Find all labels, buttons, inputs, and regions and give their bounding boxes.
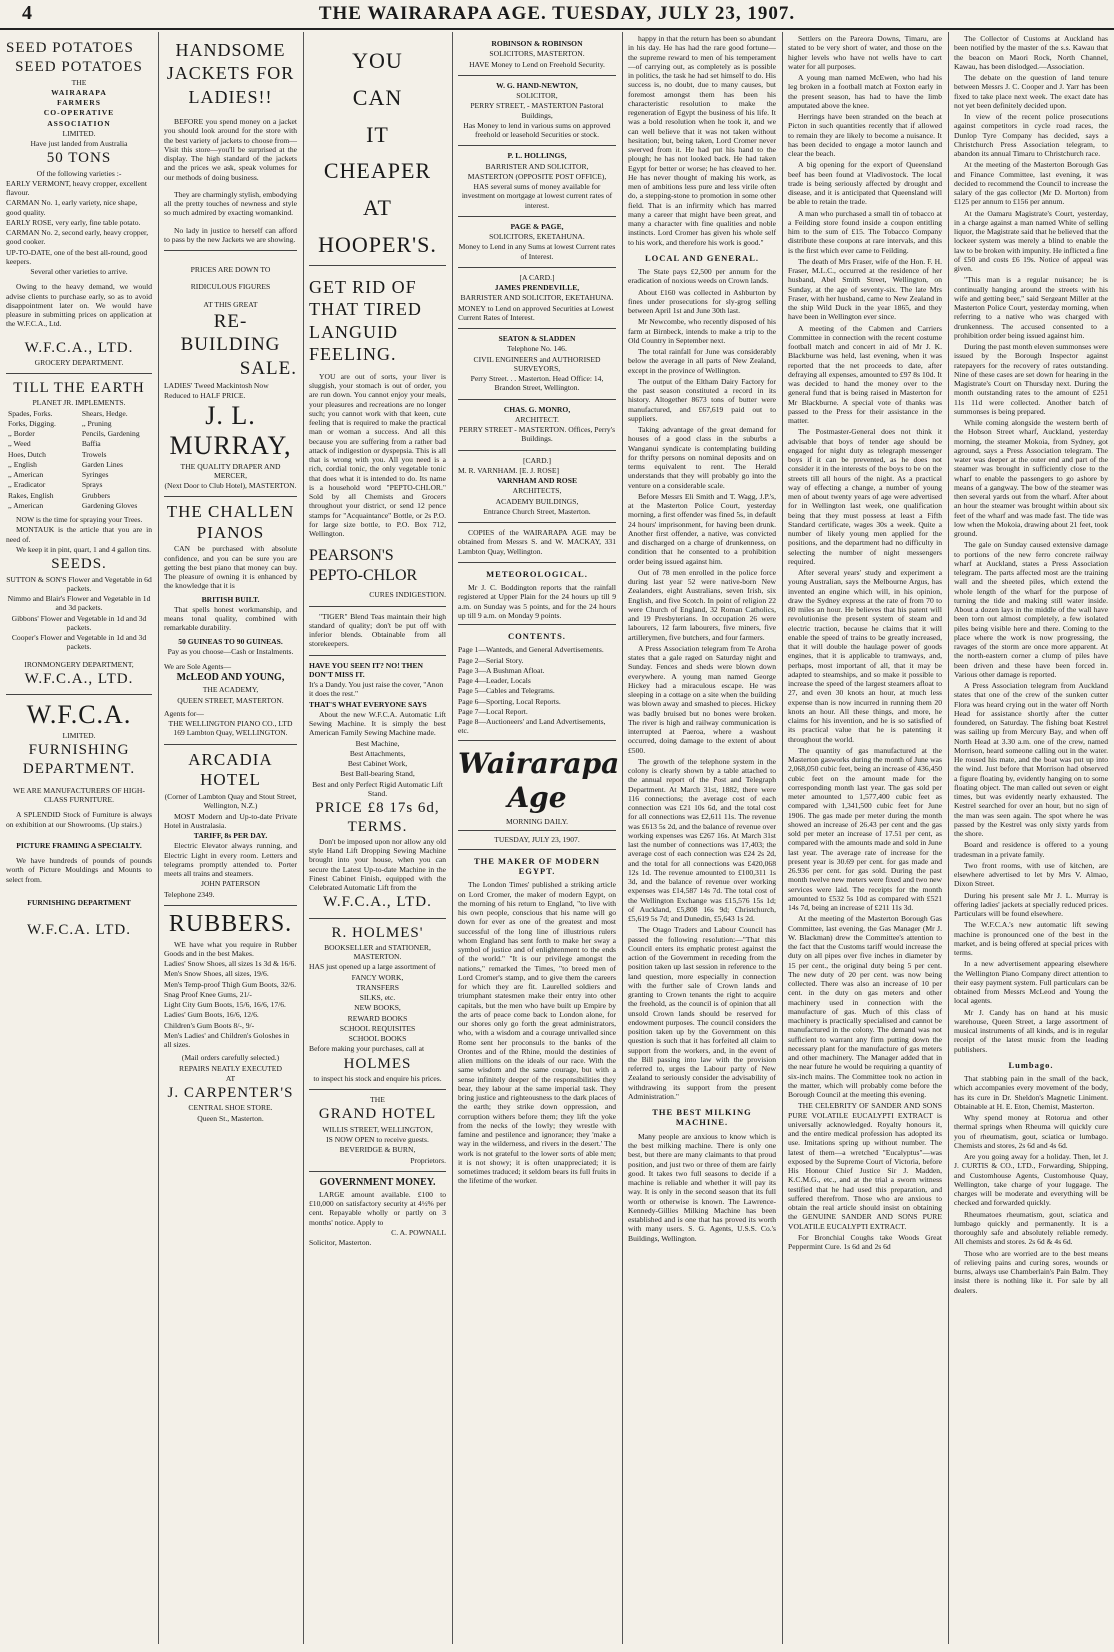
ad-text: EARLY ROSE, very early, fine table potato. bbox=[6, 217, 141, 227]
ad-text: Cooper's Flower and Vegetable in 1d and 3d packets. bbox=[11, 633, 147, 652]
sewing-machine-ad bbox=[309, 656, 446, 919]
ad-text: PERRY STREET - MASTERTON. Offices, Perry's Buildings. bbox=[458, 425, 616, 444]
morning-daily: MORNING DAILY. bbox=[506, 817, 568, 827]
ad-text: A SPLENDID Stock of Furniture is always on exhibition at our Showrooms. (Up stairs.) bbox=[6, 810, 152, 829]
ad-text: IS NOW OPEN to receive guests. bbox=[326, 1135, 429, 1144]
page-number: 4 bbox=[22, 2, 32, 24]
ad-text: SOLICITOR, bbox=[516, 91, 558, 100]
wfca-implements-ad bbox=[6, 374, 152, 695]
ad-text: M. R. VARNHAM. [E. J. ROSE] bbox=[458, 465, 559, 475]
copies-notice bbox=[458, 523, 616, 563]
ad-text: THE bbox=[370, 1095, 385, 1105]
ad-heading: SALE. bbox=[239, 358, 297, 380]
news-item: The quantity of gas manufactured at the Masterton gasworks during the month of June was 2,068,050 cubic feet, being an increase of 436,450 cubic feet on the amount made for the corresponding month last year. The gas sold per meter amounted to 1,577,400 cubic feet as compared with 1,341,500 cubic feet for June 1906. The gas made per meter during the month showed an increase of 26.43 per cent and the gas sold per meter an increase of 17.51 per cent, as compared with the amounts made and sold in June last year. The average rate of increase for the present year is 30.69 per cent. for gas made and 26.936 per cent. for gas sold. During the past month twelve new meters were fixed and two new services were laid. The receipts for the month amounted to £532 5s 10d as compared with £521 14s 7d, being an increase of £211 11s 3d. bbox=[788, 745, 942, 912]
ad-heading: W.F.C.A., LTD. bbox=[24, 670, 134, 687]
ad-text: Telephone No. 146. bbox=[507, 344, 567, 354]
ad-text: WAIRARAPA bbox=[51, 87, 107, 97]
best-item: Best Cabinet Work, bbox=[347, 759, 408, 769]
news-item: In a new advertisement appearing elsewhere the Wellington Piano Company direct attention to their easy payment system. Full particulars can be obtained from Messrs McLeod and Young the local agents. bbox=[954, 959, 1108, 1006]
ad-text: LIMITED. bbox=[62, 128, 96, 138]
ad-heading: GOVERNMENT MONEY. bbox=[319, 1176, 436, 1188]
tool-item: Grubbers bbox=[81, 490, 111, 500]
news-item: A young man named McEwen, who had his leg broken in a football match at Foxton early in the present season, has had to have the limb amputated above the knee. bbox=[788, 73, 942, 110]
rubber-item: Men's Temp-proof Thigh Gum Boots, 32/6. bbox=[164, 979, 296, 989]
hollings-card bbox=[458, 146, 616, 217]
rubber-item: Men's Snow Shoes, all sizes, 19/6. bbox=[164, 969, 269, 979]
leader-text: The London Times' published a striking article on Lord Cromer, the maker of modern Egypt, on the morning of his return to England, "to live with his own people, conscious that his name will go down for ever as one of the greatest and most successful of the long line of illustrious rulers whom England has sent forth to make her sway a symbol of justice and of enlightenment to the ends of the world." "It is our privilege amongst the nations," remarked the Times, "to breed men of Lord Cromer's stamp, and to give them the careers for which they are fit. Laurelled soldiers and triumphant statesmen make their entry into other capitals, but the men who have built up Empire by the arts of peace come back to London alone, for our shores only go forth the great administrators, who, with a wisdom and a courage unrivalled since Rome sent her proconsuls to the banks of the Orontes and of the Rhine, mould the destinies of alien millions on the ideals of our race. With the same wisdom and the same courage, but with a sense infinitely deeper of the responsibilities they bear, they labour at the same imperial task. They bring justice and righteousness to the dark places of the earth; they strike down oppression, and corruption withers before them; they lift the yoke from the necks of the lowly; they wrestle with famine and pestilence and ignorance; they 'make a way in the wilderness, and rivers in the desert.' The work is not grateful to the lower sorts of able men; it is not showy; it is often unappreciated; it is sometimes traduced; it seldom bears its full fruits in the lifetime of the worker. bbox=[458, 880, 616, 1186]
tool-item: ,, American bbox=[8, 470, 44, 480]
arcadia-hotel-ad bbox=[164, 745, 297, 906]
news-item: The growth of the telephone system in the colony is clearly shown by a table attached to the annual report of the Post and Telegraph Department. At March 31st, 1882, there were 116 connections; the average cost of each connection was £21 10s 6d, and the total cost for all connections was £2,611 11s. The revenue was £613 5s 2d, and the balance of revenue over working expenses was £267 16s. At March 31st last the number of connections was 17,403; the average cost of each connection was £24 2s 2d, and the total for all connections was £420,068 12s 1d. The revenue amounted to £100,311 1s 3d, and the balance of revenue over working expenses was £14,587 14s 7d. The total cost of the Wellington Exchange was £15,576 15s 1d; of Auckland, £5,808 16s 9d; Christchurch, £5,619 5s 7d; and Dunedin, £5,643 1s 2d. bbox=[628, 756, 776, 924]
you-can-word: CAN bbox=[352, 84, 403, 110]
news-item: About £160 was collected in Ashburton by fines under prosecutions for sly-grog selling between April 1st and June 30th last. bbox=[628, 287, 776, 316]
section-heading: CONTENTS. bbox=[508, 631, 566, 642]
contents-item: Page 8—Auctioneers' and Land Advertisements, etc. bbox=[458, 717, 606, 736]
rubber-item: Ladies' Gum Boots, 16/6, 12/6. bbox=[164, 1010, 259, 1020]
pepto-chlor-ad bbox=[309, 266, 446, 607]
news-item: A Press Association telegram from Auckland states that one of the crew of the sunken cutter Flora was heard crying out in the water off North Head for assistance shortly after the cutter foundered, on Saturday. The fishing boat Kestrel was sailing up from Mercury Bay, and when off North Head at 3.30 a.m. one of the crew, named Morrison, heard someone calling out in the water. He roused his mate, and the boat was put up into the wind. Just before that Morrison had observed a figure floating by, evidently hanging on to some floating object. The man called out seven or eight times, but was evidently nearly exhausted. The Kestrel searched for over an hour, but no sign of the man was seen again. The spot where he was passed by the Kestrel was only sixty yards from the shore. bbox=[954, 681, 1108, 838]
ad-text: [A CARD.] bbox=[519, 272, 555, 282]
tool-item: Trowels bbox=[81, 449, 107, 459]
ad-text: YOU are out of sorts, your liver is sluggish, your stomach is out of order, you are run down. You cannot enjoy your meals, your pleasures and recreations are no longer such; you cannot work with that keen, cute feeling that is required to make the practical man or woman a success. And all this because you are suffering from a rather bad attack of indigestion or dyspepsia. This is all that is wrong with you. All you need is a rich, cordial tonic, the only vegetable tonic that does what it is intended to do. Its name is a household word "PEPTO-CHLOR." Sold by all Chemists and Grocers throughout your district, or send 12 pence stamps for "Acquaintance" Bottle, or 2s P.O. for large size bottle, to P.O. Box 712, Wellington. bbox=[309, 371, 446, 539]
jackets-ad bbox=[164, 34, 297, 251]
ad-text: WE ARE MANUFACTURERS OF HIGH-CLASS FURNITURE. bbox=[13, 785, 145, 805]
ad-heading: W.F.C.A. LTD. bbox=[26, 922, 132, 939]
holmes-item: SCHOOL REQUISITES bbox=[339, 1023, 416, 1033]
ad-heading: ROBINSON & ROBINSON bbox=[491, 39, 583, 48]
tools-left bbox=[8, 409, 76, 512]
hoopers-ad bbox=[309, 34, 446, 266]
ad-heading: SEED POTATOES bbox=[15, 59, 143, 76]
ad-heading: THE CHALLEN PIANOS bbox=[166, 502, 295, 542]
ad-text: THE WELLINGTON PIANO CO., LTD 169 Lambton Quay, WELLINGTON. bbox=[168, 719, 293, 738]
tool-item: Garden Lines bbox=[81, 459, 123, 469]
ad-text: Telephone 2349. bbox=[164, 889, 215, 899]
news-item: During the past month eleven summonses were issued by the Borough Inspector against ratepayers for the recovery of rates outstanding. Nine of these cases are set down for hearing in the Magistrate's Court on Thursday next. During the month outstanding rates to the amount of £251 11s 11d were collected. Another batch of summonses is being prepared. bbox=[954, 342, 1108, 416]
ad-heading: CHAS. G. MONRO, bbox=[503, 404, 571, 414]
column-6 bbox=[782, 34, 948, 1642]
news-item: Rheumatoes rheumatism, gout, sciatica and lumbago quickly and permanently. It is a thoroughly safe and absolutely reliable remedy. All chemists and stores. 2s 6d & 4s 6d. bbox=[954, 1209, 1108, 1247]
varnham-card bbox=[458, 451, 616, 524]
ad-text: QUEEN STREET, MASTERTON. bbox=[177, 695, 284, 705]
ad-text: WILLIS STREET, WELLINGTON, bbox=[322, 1124, 433, 1134]
contents-item: Page 3—A Bushman Afloat. bbox=[458, 665, 545, 675]
news-item: Out of 78 men enrolled in the police force during last year 52 were native-born New Zealanders, eight Australians, seven Irish, six English, and five Scotch. In point of religion 22 were Church of England, 32 Roman Catholics, and 19 Presbyterians. In occupation 26 were labourers, 12 farm labourers, five miners, five artillerymen, five butchers, and four farmers. bbox=[628, 567, 776, 642]
news-item: After several years' study and experiment a young Australian, says the Melbourne Argus, has invented an engine which will, in his opinion, draw the Sydney express at the rate of from 70 to 80 miles an hour. He believes that his patent will revolutionise the present system of steam and electric traction, because he claims that it will enable the speed of trains to be greatly increased, that it will double the haulage power of goods engines, that it is applicable to tramways, and, perhaps, most important of all, that it may be adapted to steamships, and so make it possible to increase the speed of the largest steamers afloat to 27, and even 30 knots an hour, at much less expense than is now incurred in running them 20 knots an hour. All these things, and more, he claims for his invention, and he is so satisfied of its practical value that he is patenting it throughout the world. bbox=[788, 568, 942, 744]
ad-text: CIVIL ENGINEERS and AUTHORISED SURVEYORS, bbox=[473, 354, 601, 373]
meteorological-section bbox=[458, 569, 616, 620]
ad-text: PERRY STREET, - MASTERTON Pastoral Buildings, bbox=[470, 101, 604, 120]
ad-text: CURES INDIGESTION. bbox=[369, 590, 446, 600]
seaton-card bbox=[458, 329, 616, 400]
ad-text: LADIES' Tweed Mackintosh Now Reduced to HALF PRICE. bbox=[164, 381, 269, 400]
column-4 bbox=[452, 34, 622, 1642]
news-item: At the Oamaru Magistrate's Court, yesterday, in a charge against a man named White of selling liquor, the Magistrate said that he believed that the lockeer system was merely a blind to enable the law to be broken with impunity. He inflicted a fine of £50 and costs £6 19s. Notice of appeal was given. bbox=[954, 208, 1108, 273]
ad-heading: P. L. HOLLINGS, bbox=[507, 151, 567, 161]
ad-text: That spells honest workmanship, and means tonal quality, combined with remarkable durability. bbox=[164, 604, 297, 633]
ad-text: THE bbox=[71, 77, 87, 87]
rubber-item: Snag Proof Knee Gums, 21/- bbox=[164, 989, 252, 999]
newspaper-title: THE WAIRARAPA AGE. TUESDAY, JULY 23, 1907. bbox=[318, 3, 796, 24]
ad-text: Of the following varieties :- bbox=[36, 168, 122, 178]
news-item: The total rainfall for June was considerably below the average in all parts of New Zealand, except in the province of Wellington. bbox=[628, 347, 776, 375]
ad-text: Entrance Church Street, Masterton. bbox=[483, 506, 591, 516]
ad-heading: HANDSOME JACKETS FOR LADIES!! bbox=[166, 40, 295, 107]
tool-item: Baffia bbox=[81, 439, 101, 449]
ad-text: PRICES ARE DOWN TO bbox=[190, 265, 271, 275]
ad-text: COPIES of the WAIRARAPA AGE may be obtained from Messrs S. and W. MACKAY, 331 Lambton Quay, Wellington. bbox=[458, 528, 616, 556]
ad-text: Agents for— bbox=[164, 708, 204, 718]
ad-text: MONTAUK is the article that you are in need of. bbox=[6, 525, 152, 544]
ad-text: Owing to the heavy demand, we would advise clients to purchase early, so as to avoid disappointment later on. We would have pleasure in submitting prices on application at the W.F.C.A., Ltd. bbox=[6, 282, 152, 329]
news-item: Are you going away for a holiday. Then, let J. J. CURTIS & CO., LTD., Forwarding, Shipping, and Customhouse Agents, Customhouse Quay, Wellington, take charge of your luggage. The charges will be moderate and everything will be checked and forwarded quickly. bbox=[954, 1152, 1108, 1208]
ad-heading: W.F.C.A. bbox=[26, 700, 132, 730]
ad-text: BARRISTER AND SOLICITOR, EKETAHUNA. bbox=[460, 293, 614, 303]
tool-item: Sprays bbox=[81, 480, 103, 490]
news-item: Mr Newcombe, who recently disposed of his farm at Birnbeck, intends to make a trip to the Old Country in September next. bbox=[628, 317, 776, 345]
holmes-item: NEW BOOKS, bbox=[354, 1003, 401, 1013]
ad-text: Solicitor, Masterton. bbox=[309, 1238, 372, 1248]
ad-text: HAVE Money to Lend on Freehold Security. bbox=[469, 59, 605, 69]
contents-section bbox=[458, 631, 616, 736]
column-7 bbox=[948, 34, 1114, 1642]
ad-text: TARIFF, 8s PER DAY. bbox=[193, 831, 268, 841]
ad-text: SUTTON & SON'S Flower and Vegetable in 6d packets. bbox=[6, 574, 152, 593]
ad-text: PICTURE FRAMING A SPECIALTY. bbox=[16, 840, 142, 850]
ad-text: FARMERS bbox=[57, 98, 101, 108]
robinson-card bbox=[458, 34, 616, 76]
wfca-furnishing-ad bbox=[6, 695, 152, 945]
ad-heading: HOOPER'S. bbox=[318, 232, 437, 258]
ad-heading: RE-BUILDING bbox=[180, 310, 281, 356]
tiger-tea-ad bbox=[309, 607, 446, 656]
you-can-word: YOU bbox=[352, 48, 403, 73]
news-item: Two front rooms, with use of kitchen, are elsewhere advertised to let by Mrs V. Almao, Dixon Street. bbox=[954, 860, 1108, 889]
tool-item: Spades, Forks. bbox=[8, 408, 53, 418]
ad-text: About the new W.F.C.A. Automatic Lift Sewing Machine. It is simply the best American Family Sewing Machine made. bbox=[309, 709, 446, 738]
news-item: Why spend money at Rotorua and other thermal springs when Rheuma will quickly cure you of rheumatism, gout, sciatica or lumbago. Chemists and stores, 2s 6d and 4s 6d. bbox=[954, 1113, 1108, 1150]
ad-text: We have hundreds of pounds of pounds worth of Picture Mouldings and Mounts to select from. bbox=[6, 856, 152, 884]
ad-text: NOW is the time for spraying your Trees. bbox=[16, 515, 143, 525]
ad-text: JOHN PATERSON bbox=[200, 879, 260, 889]
section-heading: METEOROLOGICAL. bbox=[486, 568, 588, 579]
page-card bbox=[458, 217, 616, 268]
ad-text: Have just landed from Australia bbox=[30, 139, 128, 149]
news-item: The Otago Traders and Labour Council has passed the following resolution:—"That this Council enters its emphatic protest against the action of the Government in receding from the position taken up last session in reference to the land question, more especially in connection with the further sale of Crown lands and granting to Crown tenants the right to acquire the freehold, as the council is of opinion that all unsold Crown lands should be reserved for endowment purposes. The council considers the position taken up by the Government on this question is such that it has forfeited all claim to support from the workers, and, in the event of the Bill passing into law with the provision referred to, urges the Labour party of New Zealand to seriously consider the advisability of withdrawing its support from the present Administration." bbox=[628, 925, 776, 1101]
ad-text: Queen St., Masterton. bbox=[197, 1113, 264, 1123]
news-item: Those who are worried are to the best means of relieving pains and curing sores, wounds or burns, always use Chamberlain's Pain Balm. They insist there is nothing like it. For sale by all dealers. bbox=[954, 1248, 1108, 1295]
ad-heading: PEARSON'S PEPTO-CHLOR bbox=[309, 547, 418, 585]
rubber-list bbox=[164, 959, 297, 1049]
ad-text: Pay as you choose—Cash or Instalments. bbox=[167, 646, 294, 656]
ad-text: WE have what you require in Rubber Goods and in the best Makes. bbox=[164, 939, 297, 958]
ad-text: HAS several sums of money available for investment on mortgage at lowest current rates of interest. bbox=[461, 182, 613, 210]
news-item: Settlers on the Pareora Downs, Timaru, are stated to be very short of water, and those on the higher levels who have not wells have to cart water for all purposes. bbox=[788, 34, 942, 71]
ad-text: LARGE amount available. £100 to £10,000 on satisfactory security at 4½% per cent. Repayable wholly or partly on 3 months' notice. Apply to bbox=[309, 1189, 446, 1227]
ad-text: BRITISH BUILT. bbox=[201, 594, 260, 604]
ad-text: McLEOD AND YOUNG, bbox=[176, 672, 285, 684]
ad-text: SOLICITORS, EKETAHUNA. bbox=[489, 232, 585, 241]
ad-heading: RUBBERS. bbox=[168, 910, 293, 937]
tool-item: ,, Weed bbox=[8, 439, 31, 449]
nameplate: Wairarapa Age bbox=[458, 746, 620, 814]
ad-heading: FURNISHING DEPARTMENT. bbox=[22, 742, 136, 777]
news-item: Mr J. Candy has on hand at his music warehouse, Queen Street, a large assortment of musical instruments of all kinds, and is in regular receipt of the latest music from the leading publishers. bbox=[954, 1007, 1108, 1054]
ad-text: HAS just opened up a large assortment of bbox=[309, 962, 436, 972]
you-can-word: AT bbox=[363, 195, 392, 221]
ad-heading: R. HOLMES' bbox=[331, 924, 424, 941]
ad-text: CAN be purchased with absolute confidence, and you can be sure you are getting the best piano that money can buy. The pleasure of owning it is enhanced by the knowledge that it is bbox=[164, 544, 297, 591]
ad-text: THAT'S WHAT EVERYONE SAYS bbox=[309, 699, 427, 709]
ad-text: BOOKSELLER and STATIONER, MASTERTON. bbox=[324, 942, 431, 962]
you-can-word: IT bbox=[366, 121, 389, 147]
ad-text: FURNISHING DEPARTMENT bbox=[27, 897, 131, 907]
ad-text: ASSOCIATION bbox=[47, 118, 111, 128]
rubber-item: Children's Gum Boots 8/-, 9/- bbox=[164, 1020, 255, 1030]
news-item: Many people are anxious to know which is the best milking machine. There is only one best, but there are many claimants to that proud position, and just two or three of them are fairly good. It takes two full seasons to decide if a machine is reliable and whether it will pay its way. It is only in the second season that its full worth or otherwise is known. The Lawrence-Kennedy-Gillies Milking Machine has been established and is one that has proved its worth with many users. S. G. Agents, U.S.S. Co.'s Buildings, Wellington. bbox=[628, 1131, 776, 1243]
section-heading: LOCAL AND GENERAL. bbox=[644, 252, 760, 263]
issue-date: TUESDAY, JULY 23, 1907. bbox=[494, 835, 580, 845]
ad-text: REPAIRS NEATLY EXECUTED bbox=[179, 1063, 282, 1073]
news-item: THE CELEBRITY OF SANDER AND SONS PURE VOLATILE EUCALYPTI EXTRACT is universally acknowledged. Royalty honours it, and the entire medical profession has adopted its use. Imitations spring up without number. The latest of them—a wretched "Eucalyptus"—was exposed by the Supreme Court of Victoria, before His Honour Chief Justice Sir J. Madden, K.C.M.G., etc., and at the trial a sworn witness testified that he had used this preparation, and suffered therefrom. Those who are anxious to obtain the real article should insist on obtaining the GENUINE SANDER AND SONS PURE VOLATILE EUCALYPTI EXTRACT. bbox=[788, 1101, 942, 1231]
ad-text: MONEY to Lend on approved Securities at Lowest Current Rates of Interest. bbox=[458, 303, 614, 322]
best-item: Best Ball-bearing Stand, bbox=[340, 769, 415, 779]
rubber-item: Men's Ladies' and Children's Goloshes in all sizes. bbox=[164, 1030, 290, 1049]
ad-text: to inspect his stock and enquire his prices. bbox=[313, 1073, 442, 1083]
ad-text: ACADEMY BUILDINGS, bbox=[495, 496, 579, 506]
column-3 bbox=[303, 34, 452, 1642]
column-1 bbox=[0, 34, 158, 1642]
ad-text: We keep it in pint, quart, 1 and 4 gallon tins. bbox=[16, 544, 151, 554]
ad-heading: SEED POTATOES bbox=[6, 40, 134, 56]
best-item: Best Machine, bbox=[355, 738, 400, 748]
ad-text: CO-OPERATIVE bbox=[43, 108, 115, 118]
section-heading: THE BEST MILKING MACHINE. bbox=[652, 1107, 752, 1128]
holmes-item: SILKS, etc. bbox=[359, 993, 396, 1003]
contents-item: Page 6—Sporting, Local Reports. bbox=[458, 696, 561, 706]
ad-text: Nimmo and Blair's Flower and Vegetable in 1d and 3d packets. bbox=[7, 594, 151, 613]
ad-heading: TILL THE EARTH bbox=[13, 380, 145, 397]
ad-heading: W.F.C.A., LTD. bbox=[24, 339, 134, 356]
ad-text: BEVERIDGE & BURN, bbox=[339, 1145, 416, 1155]
ad-text: "TIGER" Blend Teas maintain their high standard of quality; don't be put off with inferior blends. Obtainable from all storekeepers. bbox=[309, 611, 446, 649]
ad-text: No lady in justice to herself can afford to pass by the new Jackets we are showing. bbox=[164, 225, 297, 244]
ad-text: LIMITED. bbox=[62, 730, 96, 740]
tool-item: Syringes bbox=[81, 470, 109, 480]
ad-text: GROCERY DEPARTMENT. bbox=[34, 357, 124, 367]
news-item: For Bronchial Coughs take Woods Great Peppermint Cure. 1s 6d and 2s 6d bbox=[788, 1232, 942, 1251]
ad-heading: GET RID OF THAT TIRED LANGUID FEELING. bbox=[309, 276, 422, 365]
ad-text: THE QUALITY DRAPER AND MERCER, bbox=[180, 461, 281, 480]
ad-heading: J. L. MURRAY, bbox=[169, 400, 292, 460]
news-item: That stabbing pain in the small of the back, which accompanies every movement of the body, has its cure in Dr. Sheldon's Magnetic Liniment. Obtainable at H. E. Eton, Chemist, Masterton. bbox=[954, 1074, 1108, 1111]
ad-heading: SEEDS. bbox=[51, 556, 107, 573]
ad-text: BARRISTER AND SOLICITOR, bbox=[485, 161, 589, 171]
ad-text: Perry Street. . . Masterton. Head Office: 14, Brandon Street, Wellington. bbox=[470, 374, 604, 393]
ad-text: [CARD.] bbox=[522, 455, 552, 465]
tool-item: Shears, Hedge. bbox=[81, 408, 128, 418]
ad-heading: PRICE £8 17s 6d, TERMS. bbox=[315, 800, 440, 835]
contents-item: Page 4—Leader, Locals bbox=[458, 676, 531, 686]
ad-text: RIDICULOUS FIGURES bbox=[190, 282, 271, 292]
news-item: The Postmaster-General does not think it advisable that boys of tender age should be engaged for night duty as telegraph messenger boys if it can be prevented, as he does not consider it in the interests of the boys to be on the streets till all hours of the night. As a practical way of effecting a change, a number of young men of about twenty years of age were advertised for in Wellington last week, one qualification being that they must possess at least a Fifth Standard certificate, wages 30s a week. Quite a number of likely young men applied for the positions, and the department had no difficulty in selecting the number of night messengers required. bbox=[788, 427, 942, 566]
ad-text: IRONMONGERY DEPARTMENT, bbox=[24, 659, 134, 669]
you-can-word: CHEAPER bbox=[323, 158, 432, 184]
holmes-item: FANCY WORK, bbox=[351, 972, 404, 982]
tools-right bbox=[82, 409, 150, 512]
ad-text: SOLICITORS, MASTERTON. bbox=[489, 49, 585, 59]
ad-text: Several other varieties to arrive. bbox=[30, 267, 128, 277]
holmes-item: SCHOOL BOOKS bbox=[348, 1034, 407, 1044]
ad-heading: J. CARPENTER'S bbox=[167, 1085, 294, 1101]
rubbers-ad bbox=[164, 906, 297, 1129]
hand-newton-card bbox=[458, 76, 616, 147]
tool-item: ,, American bbox=[8, 500, 44, 510]
ad-text: MASTERTON (OPPOSITE POST OFFICE), bbox=[467, 171, 607, 181]
news-item: The W.F.C.A.'s new automatic lift sewing machine is pronounced one of the best in the market, and is being offered at special prices with terms. bbox=[954, 920, 1108, 957]
ad-text: Has Money to lend in various sums on approved freehold or leasehold Securities or stock. bbox=[463, 120, 611, 139]
ad-text: MOST Modern and Up-to-date Private Hotel in Australasia. bbox=[164, 811, 297, 830]
prendeville-card bbox=[458, 268, 616, 329]
news-item: Taking advantage of the great demand for houses of a good class in the suburbs a Wanganui syndicate is contemplating building for thrifty persons on nominal deposits and on terms equivalent to rent. The Herald understands that they will probably go into the venture on a considerable scale. bbox=[628, 425, 776, 490]
ad-text: Gibbons' Flower and Vegetable in 1d and 3d packets. bbox=[11, 613, 147, 632]
tool-item: ,, English bbox=[8, 459, 37, 469]
tool-item: ,, Eradicator bbox=[8, 480, 46, 490]
best-list bbox=[309, 739, 446, 779]
news-item: During his present sale Mr J. L. Murray is offering ladies' jackets at specially reduced prices. Particulars will be found elsewhere. bbox=[954, 890, 1108, 918]
grand-hotel-ad bbox=[309, 1090, 446, 1172]
ad-heading: GRAND HOTEL bbox=[318, 1106, 437, 1123]
news-item: The output of the Eltham Dairy Factory for the past season constituted a record in its history. Altogether 8673 tons of butter were manufactured, and £67,619 paid out to suppliers. bbox=[628, 376, 776, 423]
news-item: At the meeting of the Masterton Borough Gas Committee, last evening, the Gas Manager (Mr J. W. Blackman) drew the Committee's attention to the fact that the Customs tariff would increase the duty on all pipes over five inches in diameter by 15 per cent., the original duty being 5 per cent. The new duty of 20 per cent. was now being collected. There was also an increase of 10 per cent. in the duty on gas meters and other machinery used in connection with the manufacture of gas. Much of this class of machinery is practically specialised and cannot be manufactured in the colony. The demand was not sufficient to warrant any firm putting down the necessary plant for the manufacture of gas meters and other machinery. The Manager added that in the near future he would be requiring a quantity of six-inch mains. The Committee took no action in the matter, which will probably come before the Borough Council at the meeting this evening. bbox=[788, 914, 942, 1099]
tool-item: Rakes, English bbox=[8, 490, 54, 500]
ad-text: (Next Door to Club Hotel), MASTERTON. bbox=[164, 481, 297, 491]
tools-list bbox=[6, 409, 152, 512]
ad-heading: SEATON & SLADDEN bbox=[498, 334, 576, 343]
column-2 bbox=[158, 34, 303, 1642]
ad-text: BEFORE you spend money on a jacket you should look around for the store with the best variety of jackets to choose from—Visit this store—you'll be surprised at the display. The high standard of the jackets and the prices we ask, speak volumes for our methods of doing business. bbox=[164, 117, 297, 182]
ad-text: C. A. POWNALL bbox=[391, 1227, 446, 1237]
ad-heading: W.F.C.A., LTD. bbox=[323, 894, 432, 911]
section-heading: Lumbago. bbox=[1008, 1059, 1054, 1070]
ad-text: AT THIS GREAT bbox=[203, 299, 258, 309]
contents-item: Page 7—Local Report. bbox=[458, 706, 528, 716]
best-item: Best Attachments, bbox=[349, 748, 406, 758]
news-item: In view of the recent police prosecutions against competitors in cycle road races, the Dunlop Tyre Company has decided, says a Christchurch Press Association telegram, to abandon its annual Timaru to Christchurch race. bbox=[954, 112, 1108, 158]
contents-list bbox=[458, 645, 616, 735]
news-item: A big opening for the export of Queensland beef has been found at Vladivostock. The local trade is being seriously affected by drought and disease, and it is anticipated that Queensland will be able to retain the trade. bbox=[788, 160, 942, 207]
ad-heading: HOLMES bbox=[343, 1055, 412, 1072]
news-item: A Press Association telegram from Te Aroha states that a gale raged on Saturday night and Sunday. Fences and sheds were blown down everywhere. A young man named George Hickey had a miraculous escape. He was sleeping in a cottage on a site when the building was blown away and smashed to pieces. Hickey was badly bruised but no bones were broken. The river is high and railway communication is interrupted at Paeroa, where a washout occurred, doing damage to the extent of about £500. bbox=[628, 643, 776, 755]
ad-text: EARLY VERMONT, heavy cropper, excellent flavour. bbox=[6, 178, 147, 198]
monro-card bbox=[458, 400, 616, 451]
holmes-list bbox=[309, 973, 446, 1044]
column-5 bbox=[622, 34, 782, 1642]
ad-text: Don't be imposed upon nor allow any old style Hand Lift Dropping Sewing Machine brought into your house, when you can secure the Latest Up-to-date Machine in the Finest Cabinet Finish, equipped with the Celebrated Automatic Lift from the bbox=[309, 836, 446, 893]
tool-item: Pencils, Gardening bbox=[81, 429, 140, 439]
ad-text: UP-TO-DATE, one of the best all-round, good keepers. bbox=[6, 247, 148, 266]
news-item: Board and residence is offered to a young tradesman in a private family. bbox=[954, 840, 1108, 859]
news-item: Herrings have been stranded on the beach at Picton in such quantities recently that if allowed to remain they are likely to become a nuisance. It has been decided to engage a motor launch and clear the beach. bbox=[788, 112, 942, 158]
news-item: While coming alongside the western berth of the Hobson Street wharf, Auckland, yesterday morning, the steamer Mokoia, from Sydney, got aground, says a Press Association telegram. The water was deeper at the outer end and part of the steamer was brought in sufficiently close to the wharf to enable the passengers to go ashore by means of a gangway. The bow of the steamer was then several yards out from the wharf. After about an hour the steamer was brought within about six feet of the wharf and was made fast. The tide was low when the Mokoia, drawing about 21 feet, took ground. bbox=[954, 418, 1108, 538]
holmes-item: TRANSFERS bbox=[355, 982, 400, 992]
holmes-ad bbox=[309, 919, 446, 1091]
you-can-block bbox=[309, 48, 446, 222]
ad-heading: VARNHAM AND ROSE bbox=[496, 476, 578, 485]
ad-text: Money to Lend in any Sums at lowest Current rates of Interest. bbox=[458, 242, 616, 261]
news-item: A man who purchased a small tin of tobacco at a Feilding store found inside a coupon entitling him to the sum of £15. The Tobacco Company distribute these coupons at rare intervals, and this is the first which ever came to Feilding. bbox=[788, 208, 942, 255]
ad-heading: W. G. HAND-NEWTON, bbox=[496, 80, 578, 90]
ad-heading: ARCADIA HOTEL bbox=[188, 749, 273, 790]
ad-text: Best and only Perfect Rigid Automatic Lift Stand. bbox=[312, 779, 443, 798]
news-item: The death of Mrs Fraser, wife of the Hon. F. H. Fraser, M.L.C., occurred at the residence of her husband, Abel Smith Street, Wellington, on Sunday, at the age of seventy-six. The late Mrs Fraser, with her husband, came to New Zealand in the ship Wild Duck in the year 1865, and they have been in Wellington ever since. bbox=[788, 256, 942, 322]
ad-text: HAVE YOU SEEN IT? NO! THEN DON'T MISS IT. bbox=[309, 660, 424, 679]
ad-text: THE ACADEMY, bbox=[202, 685, 259, 695]
news-item: A meeting of the Cabmen and Carriers Committee in connection with the recent costume football match and concert in aid of Mr J. K. Blackburne was held, last evening, when it was reported that the net proceeds to date, after defraying all expenses, amounted to £97 8s 10d. It was decided to hand the money over to the general fund that is being raised in Masterton for Mr Blackburne. A special vote of thanks was passed to the Press for their assistance in the matter. bbox=[788, 323, 942, 425]
news-item: The Collector of Customs at Auckland has been notified by the master of the s.s. Kawau that the beacon on Maori Rock, North Channel, Kawau, has been dislodged.—Association. bbox=[954, 34, 1108, 71]
ad-text: Proprietors. bbox=[410, 1155, 446, 1165]
news-item: "This man is a regular nuisance; he is continually hanging around the streets with his wife and getting beer," said Sergeant Miller at the Masterton Police Court, yesterday morning, when referring to a native who was charged with drunkenness. The accused consented to a prohibition order being issued against him. bbox=[954, 275, 1108, 340]
masthead bbox=[0, 0, 1114, 30]
leader-text: happy in that the return has been so abundant in his day. He has had the rare good fortune—the supreme reward to men of his temperament—of carrying out, as completely as is possible in politics, the task he had set himself to do. His success is, no doubt, due to many causes, but foremost amongst them has been his characteristic resolution to make the regeneration of Egypt the business of his life. It was a bold resolution when he took it, and we can well believe that it was not taken without hesitation; but, being taken, Lord Cromer never swerved from it. He had put his hand to the plough; he has not looked back. He had taken Egypt for better or worse; he has cleaved to her. He has never thought of making his work, as men of ambitions less pure and less virile often do, a stepping-stone to promotion in some other field. That is an infirmity which has marred many a career that might have been great, and many a character with fine qualities and noble instincts. Lord Cromer has given his whole self to his work, and therefore his work is good." bbox=[628, 34, 776, 247]
ad-text: Electric Elevator always running, and Electric Light in every room. Letters and telegrams promptly attended to. Porter meets all trains and steamers. bbox=[164, 841, 297, 879]
government-money-ad bbox=[309, 1172, 446, 1254]
news-item: The gale on Sunday caused extensive damage to portions of the new ferro concrete railway wharf at Auckland, states a Press Association telegram. The parts affected most are the training wall and the sheeted piles, which extend the whole length of the wharf for the purpose of turning the tide and making still water inside. About a dozen lays in the middle of the wall have been torn out almost completely, a few isolated piles being visible here and there. Coming to the place where the work is now progressing, the ravages of the storm are once more apparent. At the north-eastern corner a clump of piles have been driven and these have been forced in. Various other damage is reported. bbox=[954, 540, 1108, 679]
wfca-seed-potatoes-ad bbox=[6, 34, 152, 374]
tool-item: ,, Pruning bbox=[81, 418, 112, 428]
challen-pianos-ad bbox=[164, 497, 297, 744]
ad-text: They are charmingly stylish, embodying all the pretty touches of newness and style so much admired by exacting womankind. bbox=[164, 189, 297, 218]
contents-item: Page 5—Cables and Telegrams. bbox=[458, 686, 555, 696]
ad-text: (Mail orders carefully selected.) bbox=[181, 1053, 280, 1063]
murray-sale-ad bbox=[164, 251, 297, 497]
ad-text: ARCHITECTS, bbox=[512, 486, 562, 496]
holmes-item: REWARD BOOKS bbox=[347, 1013, 408, 1023]
leader-heading: THE MAKER OF MODERN EGYPT. bbox=[473, 855, 601, 876]
ad-text: CENTRAL SHOE STORE. bbox=[188, 1103, 273, 1113]
ad-text: Before making your purchases, call at bbox=[309, 1044, 425, 1054]
rubber-item: Light City Gum Boots, 15/6, 16/6, 17/6. bbox=[164, 1000, 286, 1009]
tool-item: ,, Border bbox=[8, 429, 35, 439]
ad-text: AT bbox=[225, 1073, 236, 1083]
ad-text: 50 GUINEAS TO 90 GUINEAS. bbox=[178, 636, 283, 646]
rubber-item: Ladies' Snow Shoes, all sizes 1s 3d & 16/6. bbox=[164, 959, 297, 968]
ad-text: (Corner of Lambton Quay and Stout Street, Wellington, N.Z.) bbox=[164, 792, 297, 811]
ad-heading: 50 TONS bbox=[46, 150, 112, 167]
tool-item: Hoes, Dutch bbox=[8, 449, 46, 459]
ad-text: CARMAN No. 1, early variety, nice shape, good quality. bbox=[6, 198, 138, 217]
tool-item: Gardening Gloves bbox=[81, 500, 138, 510]
ad-text: We are Sole Agents— bbox=[164, 662, 232, 671]
ad-text: PLANET JR. IMPLEMENTS. bbox=[32, 398, 126, 408]
contents-item: Page 2—Serial Story. bbox=[458, 655, 524, 665]
news-item: The debate on the question of land tenure between Messrs J. C. Cooper and J. Yarr has been fixed to take place next week. The exact date has not yet been definitely decided upon. bbox=[954, 73, 1108, 110]
news-item: Before Messrs Eli Smith and T. Wagg, J.P.'s, at the Masterton Police Court, yesterday morning, a first offender was fined 5s, in default 24 hours' imprisonment, for having been drunk. Another first offender, a native, was convicted and discharged on a charge of drunkenness, on condition that he consented to a prohibition order being issued against him. bbox=[628, 491, 776, 566]
news-item: The State pays £2,500 per annum for the eradication of noxious weeds on Crown lands. bbox=[628, 267, 776, 286]
ad-heading: JAMES PRENDEVILLE, bbox=[494, 283, 580, 292]
ad-text: It's a Dandy. You just raise the cover, "Anon it does the rest." bbox=[309, 680, 444, 699]
ad-text: CARMAN No. 2, second early, heavy cropper, good cooker. bbox=[6, 228, 149, 247]
news-item: At the meeting of the Masterton Borough Gas and Finance Committee, last evening, it was decided to recommend the Council to increase the salary of the gas collector (Mr D. Morton) from £125 per annum to £156 per annum. bbox=[954, 160, 1108, 207]
ad-text: ARCHITECT. bbox=[515, 414, 559, 424]
contents-item: Page 1—Wanteds, and General Advertisements. bbox=[458, 645, 604, 655]
tool-item: Forks, Digging. bbox=[8, 418, 56, 428]
ad-heading: PAGE & PAGE, bbox=[510, 221, 564, 231]
article-text: Mr J. C. Boddington reports that the rainfall registered at Upper Plain for the 24 hours up till 9 a.m. on Sunday was 5 points, and for the 24 hours up till 9 a.m. on Monday 9 points. bbox=[458, 583, 616, 620]
